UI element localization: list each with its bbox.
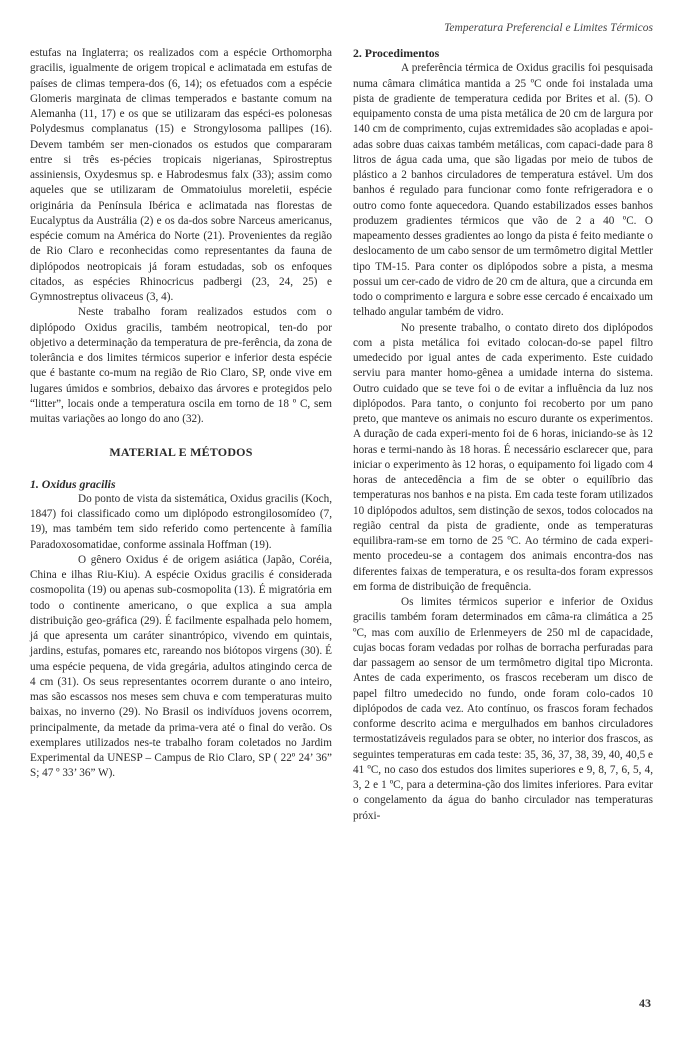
paragraph: No presente trabalho, o contato direto dos diplópodos com a pista metálica foi evitado colocan-do-se papel filtro umedecido por igual antes de cada experimento. Este cuidado serviu para manter homo-gênea a umidade interna do sistema. Outro cuidado que se teve foi o de evitar a influência da luz nos diplópodos. Para tanto, o conjunto foi recoberto por um pano preto, que manteve os animais no escuro durante os experimentos. A duração de cada experi-mento foi de 6 horas, iniciando-se às 12 horas e termi-nando às 18 horas. É necessário esclarecer que, para iniciar o experimento às 12 horas, o equipamento foi ligado com 4 horas de antecedência a fim de se obter o equilíbrio das temperaturas nos banhos e na pista. Em cada teste foram utilizados 10 diplópodos adultos, sem distinção de sexos, todos colocados na região central da pista de gradiente, onde as temperaturas equilibra-ram-se em torno de 25 ºC. Ao término de cada experi-mento procedeu-se a contagem dos animais encontra-dos nas diferentes faixas de temperatura, e os resulta-dos foram expressos em forma de distribuição de frequência. [353,321,653,593]
left-column [30,46,332,782]
running-header: Temperatura Preferencial e Limites Térmicos [444,22,653,34]
paragraph: Os limites térmicos superior e inferior de Oxidus gracilis também foram determinados em câma-ra climática a 25 ºC, mas com auxílio de Erlenmeyers de 250 ml de capacidade, cujas bocas foram vedadas por rolhas de borracha perfuradas para dar passagem ao sensor de um termômetro digital tipo Micronta. Antes de cada experimento, os frascos receberam um disco de papel filtro umedecido no fundo, onde foram colo-cados 10 diplópodos de cada vez. Ato contínuo, os frascos foram fechados conforme descrito acima e mergulhados em banhos circuladores termostatizáveis regulados para se obter, no interior dos frascos, as seguintes temperaturas em cada teste: 35, 36, 37, 38, 39, 40, 40,5 e 41 ºC, no caso dos estudos dos limites superiores e 9, 8, 7, 6, 5, 4, 3, 2 e 1 ºC, para a determina-ção dos limites inferiores. Para evitar o congelamento da água do banho circulador nas temperaturas próxi- [353,596,653,822]
paragraph: A preferência térmica de Oxidus gracilis foi pesquisada numa câmara climática mantida a 25 ºC onde foi instalada uma pista de gradiente de temperatura cedida por Brites et al. (5). O equipamento consta de uma pista metálica de 20 cm de largura por 140 cm de comprimento, cujas extremidades são acopladas e apoi-adas sobre duas caixas também metálicas, com capaci-dade para 8 litros de água cada uma, que são ligadas por meio de tubos de plástico a 2 banhos circuladores de temperatura estável. Um dos banhos é regulado para funcionar como fonte refrigeradora e o outro como fonte aquecedora. Quando estabilizados esses banhos produzem gradientes térmicos que vão de 2 a 40 ºC. O mapeamento desses gradientes ao longo da pista é feito mediante o deslocamento de um cabo sensor de um termômetro digital Mettler tipo TM-15. Para conter os diplópodos sobre a pista, a mesma possui um cer-cado de vidro de 20 cm de altura, que a circunda em todo o comprimento e largura e sobre esse cercado é encaixado um telhado angular também de vidro. [353,62,653,319]
paragraph: O gênero Oxidus é de origem asiática (Japão, Coréia, China e ilhas Riu-Kiu). A espécie Oxidus gracilis é considerada cosmopolita (19) ou apenas sub-cosmopolita (13). É migratória em todo o continente americano, o que explica a sua ampla distribuição geo-gráfica (29). É facilmente espalhada pelo homem, já que apresenta um caráter sinantrópico, vivendo em quintais, jardins, estufas, pomares etc, rareando nos biótopos virgens (30). É uma espécie pequena, de vida gregária, adultos atingindo cerca de 4 cm (31). Os seus representantes ocorrem durante o ano inteiro, mas são escassos nos meses sem chuva e com temperaturas muito baixas, no inverno (29). No Brasil os indivíduos jovens ocorrem, principalmente, da metade da prima-vera até o final do verão. Os exemplares utilizados nes-te trabalho foram coletados no Jardim Experimental da UNESP – Campus de Rio Claro, SP ( 22º 24’ 36” S; 47 º 33’ 36” W). [30,553,332,780]
paragraph: Neste trabalho foram realizados estudos com o diplópodo Oxidus gracilis, também neotropical, ten-do por objetivo a determinação da temperatura de pre-ferência, da zona de tolerância e dos limites térmicos superior e inferior desta espécie que é bastante co-mum na região de Rio Claro, SP, onde vive em lugares úmidos e sombrios, debaixo das árvores e protegidos pelo “litter”, locais onde a temperatura oscila em torno de 18 º C, sem muitas variações ao longo do ano (32). [30,306,332,425]
section-heading: MATERIAL E MÉTODOS [109,445,253,460]
right-column [353,46,653,824]
subsection-heading: 2. Procedimentos [353,46,440,60]
paragraph: estufas na Inglaterra; os realizados com a espécie Orthomorpha gracilis, igualmente de origem tropical e aclimatada em estufas de países de climas tempera-dos (6, 14); os efetuados com a espécie Glomeris marginata de climas temperados e bastante comum na Alemanha (11, 17) e os que se utilizaram das espéci-es polonesas Polydesmus complanatus (15) e Strongylosoma pallipes (16). Devem também ser men-cionados os estudos que compararam entre si três es-pécies tropicais nigerianas, Spirostreptus assiniensis, Oxydesmus sp. e Habrodesmus falx (33); assim como aqueles que se utilizaram de Ommatoiulus moreletii, espécie originária da Península Ibérica e aclimatada nas florestas de Eucalyptus da Austrália (2) e os da-dos sobre Narceus americanus, espécie comum na América do Norte (21). Provenientes da região de Rio Claro e reconhecidas como representantes da fauna de diplópodos neotropicais já foram estudadas, sob os enfoques citados, as espécies Rhinocricus padbergi (23, 24, 25) e Gymnostreptus olivaceus (3, 4). [30,47,332,303]
paragraph: Do ponto de vista da sistemática, Oxidus gracilis (Koch, 1847) foi classificado como um diplópodo estrongilosomídeo (7, 19), mas também tem sido referido como pertencente à família Paradoxosomatidae, conforme assinala Hoffman (19). [30,492,332,551]
subsection-heading: 1. Oxidus gracilis [30,476,116,491]
page-number: 43 [639,996,651,1010]
